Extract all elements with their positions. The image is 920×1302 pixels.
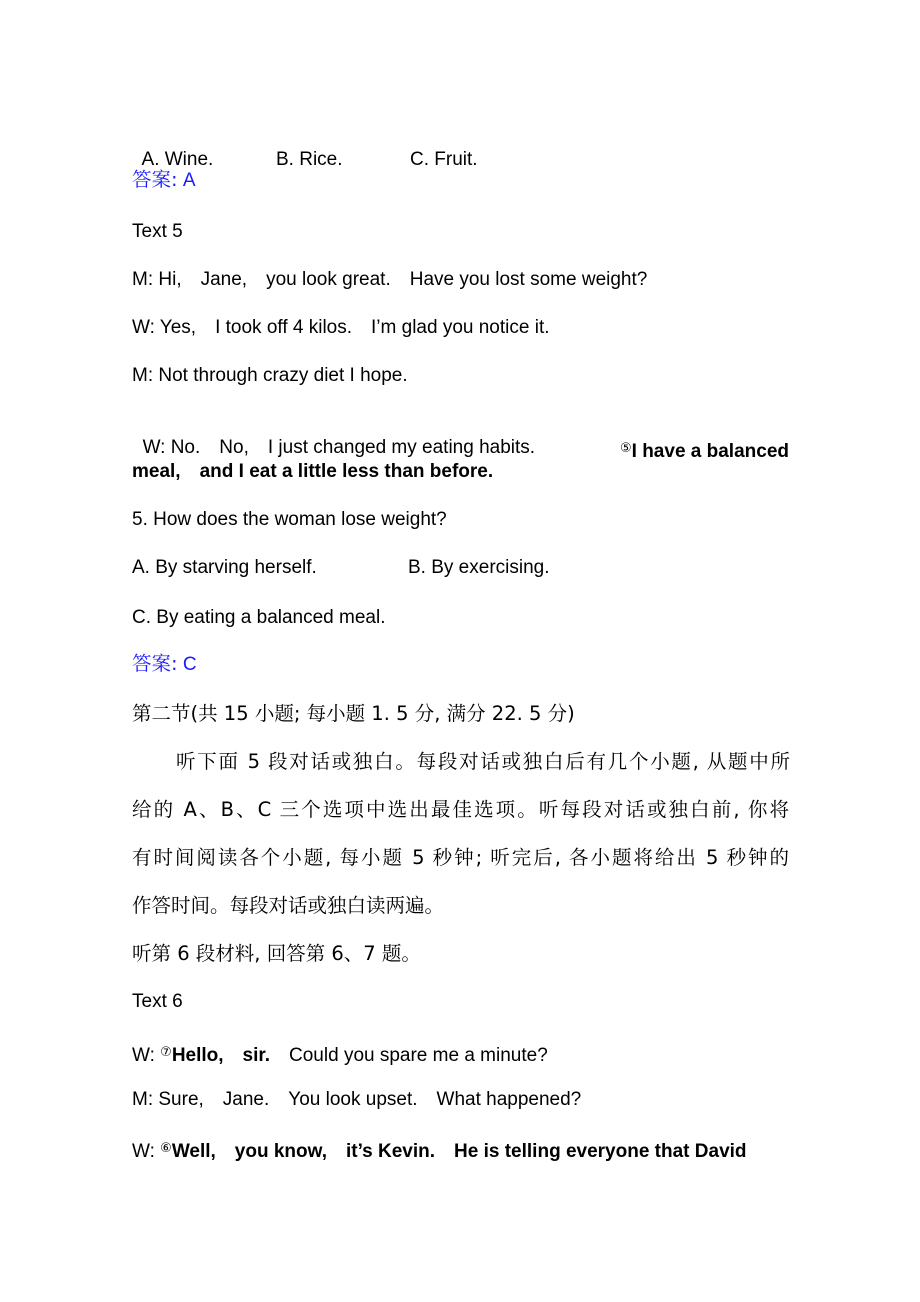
question-5: 5. How does the woman lose weight? xyxy=(132,509,447,530)
key-sentence: meal, and I eat a little less than before. xyxy=(132,461,494,482)
instruction-line: 有时间阅读各个小题, 每小题 5 秒钟; 听完后, 各小题将给出 5 秒钟的 xyxy=(132,846,789,869)
dialogue-text: W: No. No, I just changed my eating habits. xyxy=(142,437,536,458)
answer-value: A xyxy=(177,170,196,191)
dialogue-text: Could you spare me a minute? xyxy=(270,1045,548,1066)
option-b: B. By exercising. xyxy=(408,557,550,578)
key-sentence: Well, you know, it’s Kevin. He is telling everyone that David xyxy=(171,1141,747,1162)
option-c: C. By eating a balanced meal. xyxy=(132,607,386,628)
key-sentence: I have a balanced xyxy=(631,441,789,462)
answer-q4 xyxy=(132,168,196,193)
dialogue-line xyxy=(132,1040,548,1068)
instruction-line: 作答时间。每段对话或独白读两遍。 xyxy=(132,894,445,917)
section-heading: 第二节(共 15 小题; 每小题 1. 5 分, 满分 22. 5 分) xyxy=(132,702,575,725)
answer-label: 答案: xyxy=(132,652,178,675)
dialogue-line xyxy=(132,1136,747,1164)
dialogue-line xyxy=(132,460,493,484)
options-q5 xyxy=(132,556,550,580)
circled-number: ⑦ xyxy=(160,1044,172,1059)
dialogue-line: M: Hi, Jane, you look great. Have you lost some weight? xyxy=(132,269,648,290)
key-sentence: Hello, sir. xyxy=(171,1045,271,1066)
dialogue-line: W: Yes, I took off 4 kilos. I’m glad you notice it. xyxy=(132,317,550,338)
speaker: W: xyxy=(132,1141,161,1162)
answer-label: 答案: xyxy=(132,168,178,191)
listen-instruction: 听第 6 段材料, 回答第 6、7 题。 xyxy=(132,942,421,965)
option-a: A. Wine. xyxy=(141,149,214,170)
option-a: A. By starving herself. xyxy=(132,557,317,578)
answer-value: C xyxy=(177,654,197,675)
instruction-line: 听下面 5 段对话或独白。每段对话或独白后有几个小题, 从题中所 xyxy=(176,750,790,773)
instruction-line: 给的 A、B、C 三个选项中选出最佳选项。听每段对话或独白前, 你将 xyxy=(132,798,789,821)
dialogue-line: M: Not through crazy diet I hope. xyxy=(132,365,408,386)
speaker: W: xyxy=(132,1045,161,1066)
circled-number: ⑤ xyxy=(619,440,632,455)
answer-q5 xyxy=(132,652,197,677)
text6-title: Text 6 xyxy=(132,991,183,1012)
option-b: B. Rice. xyxy=(276,149,343,170)
dialogue-line xyxy=(132,412,789,460)
options-q4 xyxy=(132,124,478,172)
text5-title: Text 5 xyxy=(132,221,183,242)
dialogue-line: M: Sure, Jane. You look upset. What happened? xyxy=(132,1089,582,1110)
option-c: C. Fruit. xyxy=(410,149,478,170)
circled-number: ⑥ xyxy=(160,1140,172,1155)
